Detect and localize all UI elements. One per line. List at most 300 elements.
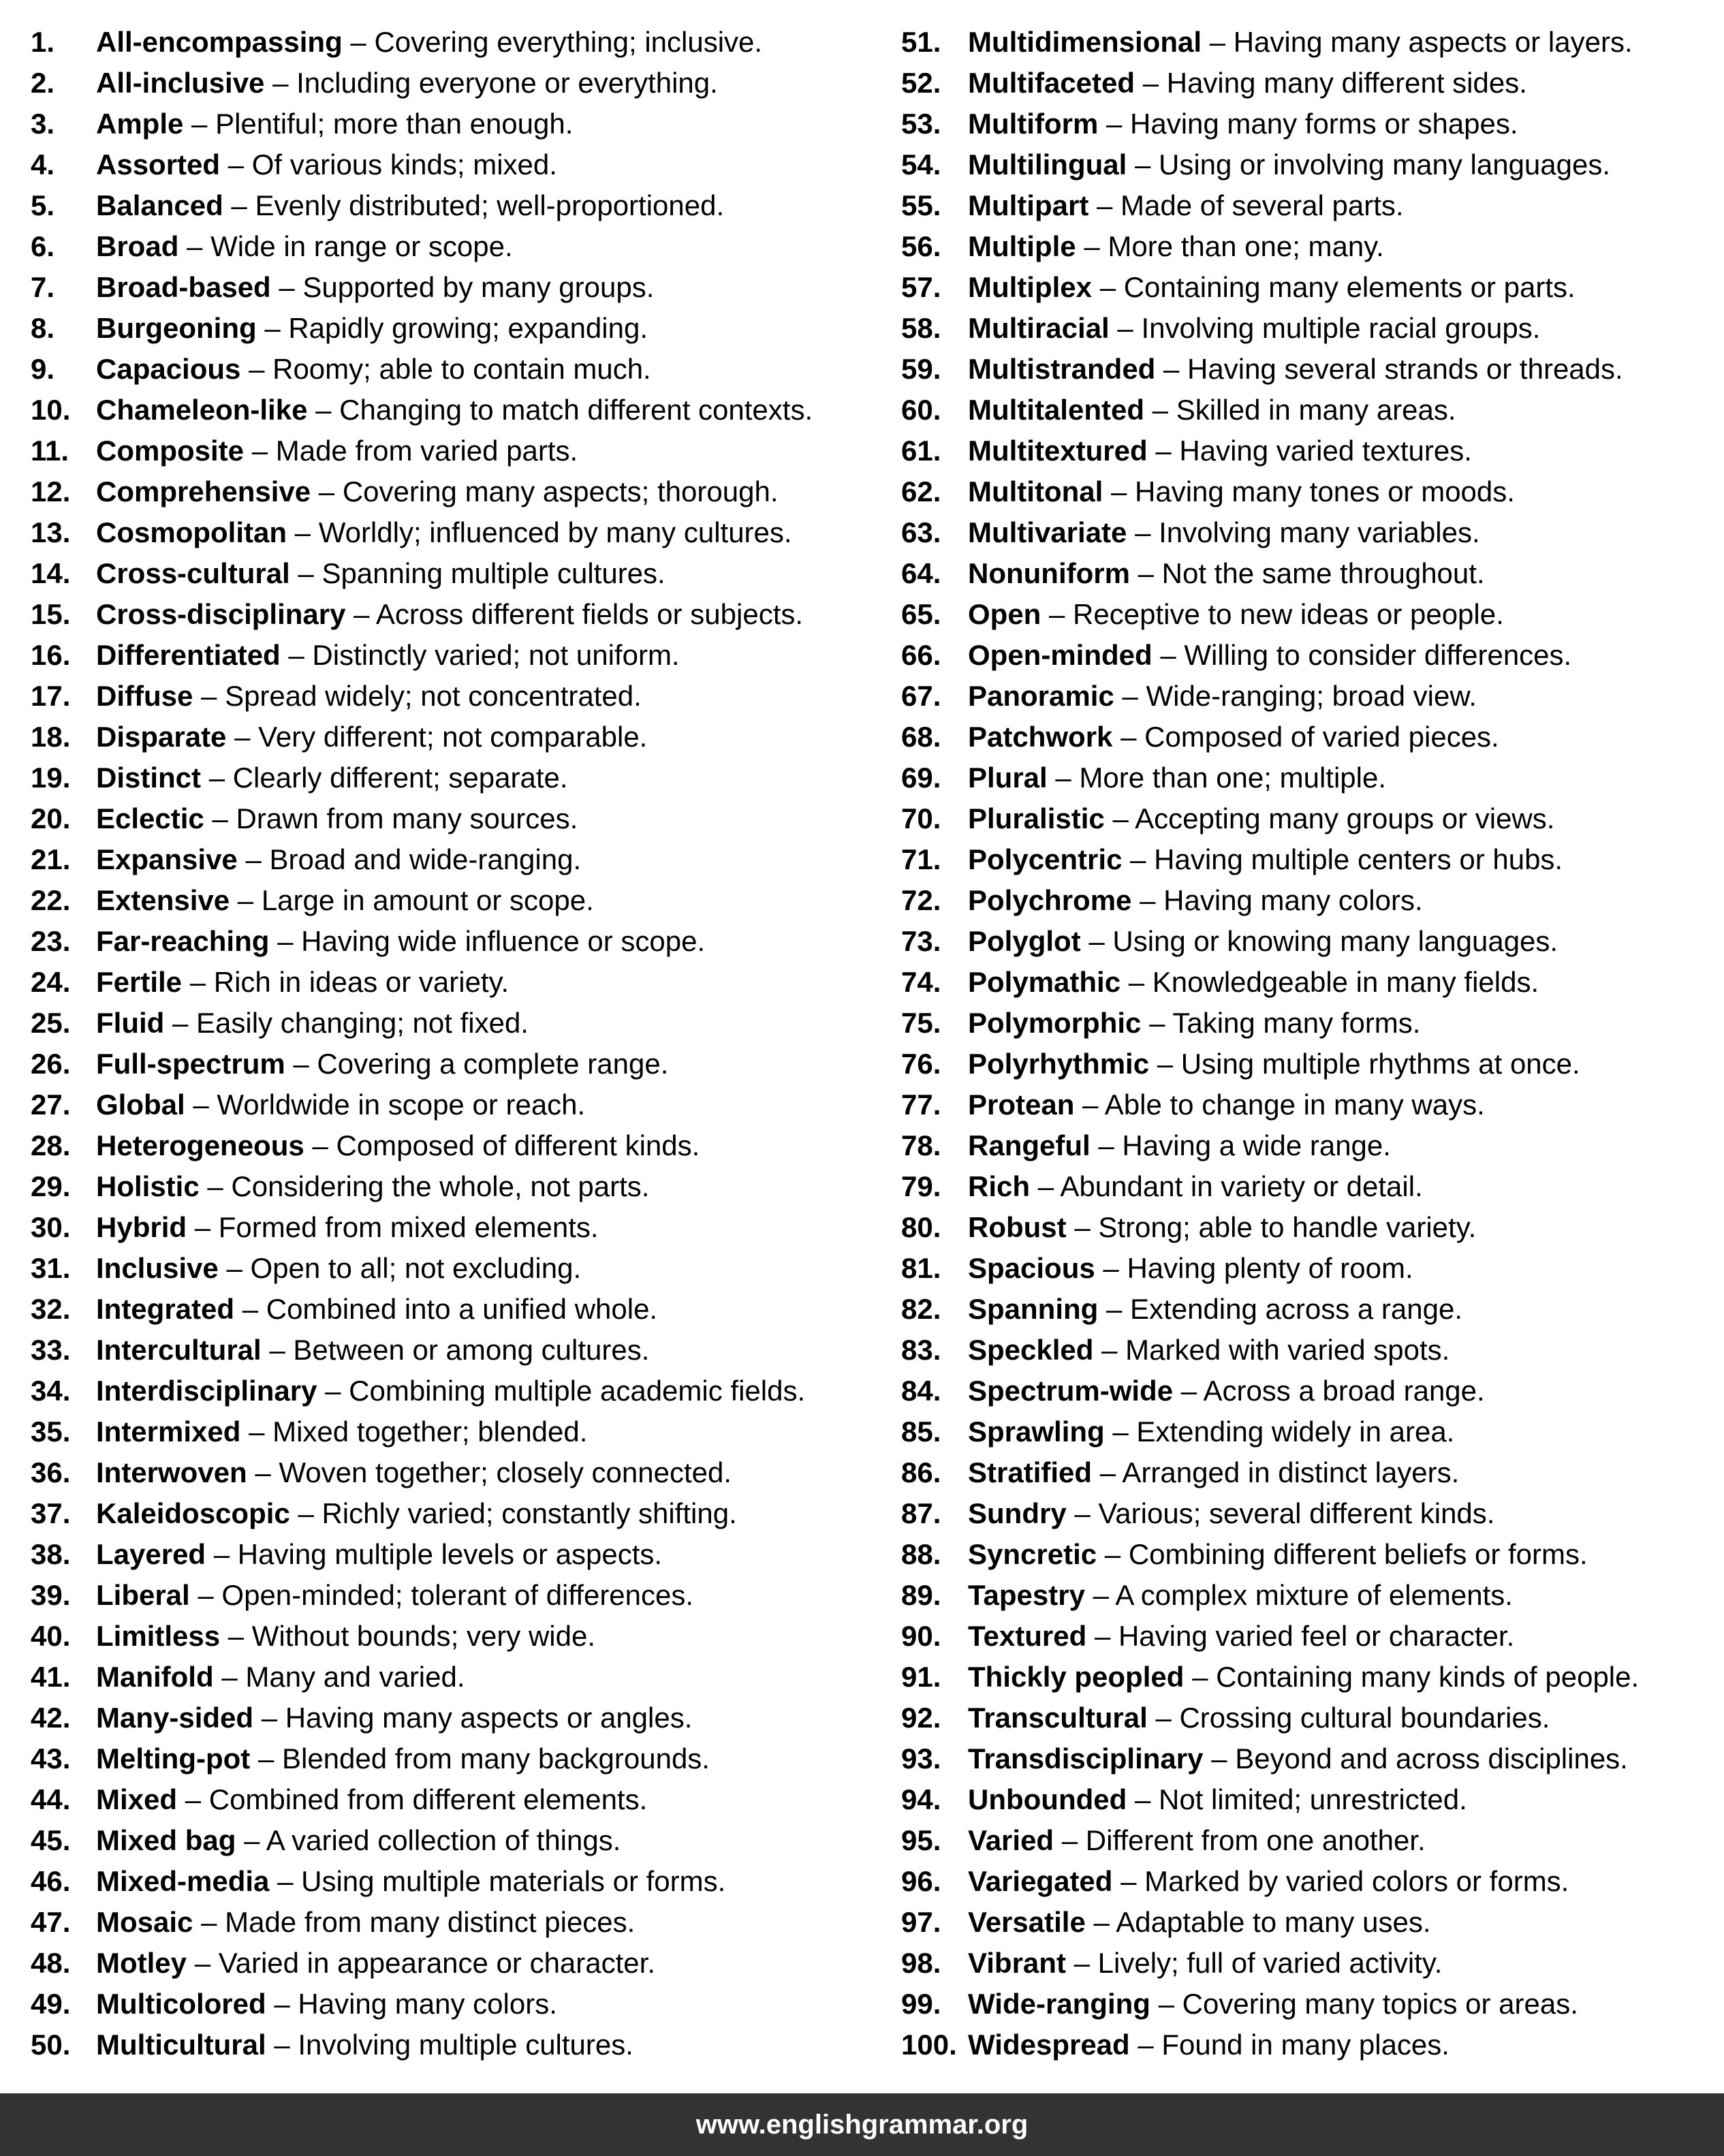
item-definition: Beyond and across disciplines. [1235,1743,1628,1775]
item-dash: – [1112,802,1129,834]
item-definition: Across a broad range. [1203,1375,1485,1407]
item-dash: – [274,1988,290,2020]
item-number: 91. [901,1661,941,1693]
item-definition: Abundant in variety or detail. [1060,1170,1423,1202]
item-word: Multivariate [968,516,1127,548]
item-number: 92. [901,1702,941,1734]
item-dash: – [1152,394,1169,426]
item-word: Multitextured [968,435,1148,467]
item-number: 83. [901,1334,941,1366]
list-item [31,1861,868,1902]
item-definition: Evenly distributed; well-proportioned. [255,189,725,221]
item-dash: – [1157,1048,1174,1080]
item-dash: – [1098,1129,1114,1161]
item-number: 82. [901,1293,941,1325]
item-definition: Blended from many backgrounds. [281,1743,710,1775]
item-definition: Having many colors. [1163,884,1423,916]
item-dash: – [1163,353,1180,385]
item-word: Vibrant [968,1947,1066,1979]
item-number: 98. [901,1947,941,1979]
list-item [901,1003,1722,1044]
list-item [901,1330,1722,1371]
item-number: 42. [31,1702,71,1734]
list-item [901,1943,1722,1984]
item-word: Layered [96,1538,206,1570]
item-word: Spacious [968,1252,1095,1284]
item-number: 17. [31,680,71,712]
list-item [31,880,868,921]
item-number: 59. [901,353,941,385]
list-item [31,962,868,1003]
item-number: 27. [31,1089,71,1121]
item-word: Polychrome [968,884,1132,916]
item-definition: Of various kinds; mixed. [251,149,557,181]
item-word: Stratified [968,1456,1093,1488]
list-item [901,1861,1722,1902]
item-definition: Using or involving many languages. [1159,149,1611,181]
item-dash: – [261,1702,278,1734]
list-item [901,1125,1722,1166]
item-definition: Including everyone or everything. [296,67,718,99]
item-number: 85. [901,1416,941,1448]
list-item [31,717,868,757]
item-word: Far-reaching [96,925,270,957]
list-item [31,390,868,431]
item-number: 33. [31,1334,71,1366]
item-definition: Spanning multiple cultures. [322,557,665,589]
list-item [31,1779,868,1820]
item-word: Open-minded [968,639,1153,671]
item-definition: A complex mixture of elements. [1115,1579,1513,1611]
item-dash: – [1074,1211,1091,1243]
item-word: Intercultural [96,1334,262,1366]
item-word: Spectrum-wide [968,1375,1174,1407]
item-definition: Able to change in many ways. [1104,1089,1485,1121]
item-definition: Using or knowing many languages. [1112,925,1558,957]
item-dash: – [277,925,294,957]
item-dash: – [213,1538,230,1570]
item-definition: Different from one another. [1085,1824,1426,1856]
item-word: Versatile [968,1906,1086,1938]
item-number: 24. [31,966,71,998]
item-word: Multipart [968,189,1089,221]
item-word: Patchwork [968,721,1113,753]
item-number: 95. [901,1824,941,1856]
item-definition: Having many colors. [298,1988,557,2020]
item-word: Many-sided [96,1702,254,1734]
list-item [901,2025,1722,2065]
item-number: 26. [31,1048,71,1080]
item-word: Liberal [96,1579,190,1611]
item-definition: Plentiful; more than enough. [215,108,574,140]
item-dash: – [1155,1702,1172,1734]
item-word: Panoramic [968,680,1114,712]
item-word: Intermixed [96,1416,241,1448]
item-number: 78. [901,1129,941,1161]
item-word: Multiracial [968,312,1110,344]
item-definition: Distinctly varied; not uniform. [312,639,680,671]
item-word: Hybrid [96,1211,187,1243]
item-dash: – [1155,435,1172,467]
item-definition: Large in amount or scope. [261,884,594,916]
item-definition: Having several strands or threads. [1187,353,1623,385]
item-definition: Having wide influence or scope. [301,925,706,957]
item-dash: – [1192,1661,1208,1693]
item-word: Comprehensive [96,475,311,507]
list-item [31,185,868,226]
item-dash: – [191,108,208,140]
item-dash: – [1209,26,1226,58]
item-number: 29. [31,1170,71,1202]
item-word: Speckled [968,1334,1094,1366]
item-word: Cross-disciplinary [96,598,346,630]
item-definition: Combining multiple academic fields. [349,1375,806,1407]
item-definition: Combined from different elements. [208,1783,648,1815]
item-word: Interwoven [96,1456,247,1488]
item-number: 68. [901,721,941,753]
item-definition: Marked by varied colors or forms. [1144,1865,1569,1897]
list-item [31,553,868,594]
item-word: Varied [968,1824,1054,1856]
item-number: 28. [31,1129,71,1161]
item-number: 8. [31,312,55,344]
list-item [31,471,868,512]
item-number: 19. [31,762,71,794]
item-word: Distinct [96,762,202,794]
item-dash: – [277,1865,294,1897]
item-number: 47. [31,1906,71,1938]
item-number: 66. [901,639,941,671]
item-number: 67. [901,680,941,712]
item-number: 52. [901,67,941,99]
item-dash: – [1135,516,1151,548]
item-number: 69. [901,762,941,794]
list-item [31,308,868,349]
item-dash: – [1130,843,1146,875]
item-word: Full-spectrum [96,1048,285,1080]
item-word: Transcultural [968,1702,1148,1734]
item-number: 1. [31,26,55,58]
item-dash: – [1104,1538,1121,1570]
item-definition: Crossing cultural boundaries. [1179,1702,1550,1734]
item-definition: Very different; not comparable. [258,721,648,753]
item-word: Tapestry [968,1579,1085,1611]
item-dash: – [228,149,245,181]
item-dash: – [1134,149,1151,181]
item-word: All-inclusive [96,67,265,99]
item-number: 53. [901,108,941,140]
item-number: 100. [901,2029,957,2061]
item-dash: – [1158,1988,1174,2020]
item-word: Fertile [96,966,183,998]
item-number: 77. [901,1089,941,1121]
item-dash: – [207,1170,223,1202]
item-definition: Spread widely; not concentrated. [225,680,642,712]
list-item [901,635,1722,676]
list-item [901,1984,1722,2025]
item-definition: Having multiple levels or aspects. [237,1538,663,1570]
list-item [901,1084,1722,1125]
item-dash: – [298,1497,314,1529]
item-definition: Rapidly growing; expanding. [288,312,648,344]
item-definition: Rich in ideas or variety. [213,966,510,998]
item-dash: – [193,1089,209,1121]
item-number: 48. [31,1947,71,1979]
item-definition: Made of several parts. [1120,189,1404,221]
item-definition: Worldwide in scope or reach. [217,1089,586,1121]
item-dash: – [1049,598,1065,630]
item-definition: Extending across a range. [1130,1293,1462,1325]
item-definition: Various; several different kinds. [1098,1497,1495,1529]
list-item [901,144,1722,185]
item-definition: Supported by many groups. [302,271,655,303]
list-item [31,1943,868,1984]
item-definition: Knowledgeable in many fields. [1152,966,1539,998]
item-definition: Adaptable to many uses. [1116,1906,1431,1938]
list-item [31,1166,868,1207]
list-item [31,635,868,676]
item-dash: – [288,639,304,671]
list-item [31,1657,868,1698]
item-number: 25. [31,1007,71,1039]
item-definition: Composed of different kinds. [336,1129,700,1161]
item-number: 35. [31,1416,71,1448]
item-number: 54. [901,149,941,181]
list-item [901,880,1722,921]
list-item [31,594,868,635]
item-definition: Lively; full of varied activity. [1097,1947,1443,1979]
list-item [901,1166,1722,1207]
item-definition: Having many aspects or layers. [1233,26,1633,58]
item-word: Interdisciplinary [96,1375,317,1407]
list-item [31,1493,868,1534]
item-dash: – [1142,67,1159,99]
item-word: Multitalented [968,394,1144,426]
list-item [901,431,1722,471]
item-dash: – [272,67,289,99]
item-dash: – [194,1947,211,1979]
item-definition: Having multiple centers or hubs. [1154,843,1563,875]
item-number: 34. [31,1375,71,1407]
item-number: 58. [901,312,941,344]
item-number: 6. [31,230,55,262]
item-word: Assorted [96,149,221,181]
item-dash: – [1074,1497,1091,1529]
item-definition: Varied in appearance or character. [218,1947,655,1979]
item-number: 76. [901,1048,941,1080]
item-number: 40. [31,1620,71,1652]
list-item [901,390,1722,431]
item-word: Manifold [96,1661,214,1693]
list-item [901,553,1722,594]
list-item [901,1698,1722,1738]
item-dash: – [185,1783,202,1815]
item-word: Differentiated [96,639,281,671]
item-dash: – [269,1334,285,1366]
item-dash: – [274,2029,290,2061]
item-word: Global [96,1089,185,1121]
list-item [31,798,868,839]
item-definition: Taking many forms. [1172,1007,1421,1039]
item-number: 13. [31,516,71,548]
item-word: Pluralistic [968,802,1105,834]
list-item [31,1698,868,1738]
item-definition: Wide-ranging; broad view. [1146,680,1477,712]
list-item [901,798,1722,839]
item-number: 74. [901,966,941,998]
item-definition: Willing to consider differences. [1184,639,1572,671]
item-definition: Covering many topics or areas. [1182,1988,1578,2020]
item-word: Multiplex [968,271,1093,303]
item-definition: Using multiple materials or forms. [301,1865,726,1897]
item-word: Spanning [968,1293,1099,1325]
item-number: 3. [31,108,55,140]
item-word: Plural [968,762,1048,794]
list-item [901,1411,1722,1452]
list-item [901,512,1722,553]
item-word: Widespread [968,2029,1130,2061]
item-definition: More than one; multiple. [1079,762,1386,794]
item-number: 23. [31,925,71,957]
item-dash: – [1112,1416,1129,1448]
item-word: All-encompassing [96,26,343,58]
item-word: Multicolored [96,1988,266,2020]
list-item [901,226,1722,267]
list-item [31,431,868,471]
item-definition: Covering a complete range. [317,1048,669,1080]
list-item [31,1411,868,1452]
item-definition: Richly varied; constantly shifting. [322,1497,737,1529]
item-number: 97. [901,1906,941,1938]
item-definition: Wide in range or scope. [210,230,513,262]
item-dash: – [1101,1334,1118,1366]
list-item [31,1044,868,1084]
list-item [31,1984,868,2025]
item-dash: – [1061,1824,1078,1856]
item-definition: Involving multiple cultures. [298,2029,633,2061]
item-number: 75. [901,1007,941,1039]
list-item [901,185,1722,226]
item-dash: – [1120,1865,1137,1897]
item-definition: Drawn from many sources. [236,802,578,834]
item-definition: Having varied textures. [1179,435,1472,467]
item-number: 43. [31,1743,71,1775]
item-dash: – [298,557,314,589]
item-word: Thickly peopled [968,1661,1185,1693]
item-dash: – [1120,721,1137,753]
list-item [901,22,1722,63]
item-dash: – [1088,925,1105,957]
item-definition: Roomy; able to contain much. [272,353,651,385]
item-number: 31. [31,1252,71,1284]
item-definition: Open to all; not excluding. [250,1252,582,1284]
list-item [31,63,868,104]
item-word: Nonuniform [968,557,1130,589]
item-definition: Woven together; closely connected. [279,1456,732,1488]
item-number: 96. [901,1865,941,1897]
item-word: Composite [96,435,245,467]
list-item [901,757,1722,798]
item-number: 18. [31,721,71,753]
item-word: Rangeful [968,1129,1091,1161]
item-number: 51. [901,26,941,58]
item-dash: – [1106,1293,1123,1325]
item-word: Diffuse [96,680,193,712]
item-word: Kaleidoscopic [96,1497,290,1529]
list-item [901,63,1722,104]
item-definition: Combining different beliefs or forms. [1128,1538,1588,1570]
item-word: Eclectic [96,802,204,834]
item-dash: – [312,1129,328,1161]
footer-url[interactable]: www.englishgrammar.org [695,2110,1029,2140]
item-number: 64. [901,557,941,589]
item-dash: – [350,26,366,58]
item-number: 22. [31,884,71,916]
item-definition: Strong; able to handle variety. [1098,1211,1477,1243]
list-item [31,921,868,962]
list-item [31,757,868,798]
list-item [901,1657,1722,1698]
list-item [901,1902,1722,1943]
item-word: Multistranded [968,353,1156,385]
item-word: Polymorphic [968,1007,1142,1039]
item-word: Sundry [968,1497,1067,1529]
item-word: Textured [968,1620,1087,1652]
list-item [901,349,1722,390]
item-dash: – [187,230,203,262]
item-word: Inclusive [96,1252,219,1284]
item-dash: – [1099,271,1116,303]
list-item [901,1289,1722,1330]
item-word: Chameleon-like [96,394,308,426]
item-definition: Composed of varied pieces. [1144,721,1499,753]
item-definition: Involving many variables. [1159,516,1480,548]
item-word: Multiple [968,230,1076,262]
item-dash: – [1128,966,1145,998]
item-definition: Worldly; influenced by many cultures. [318,516,792,548]
item-number: 88. [901,1538,941,1570]
word-list-right-column [901,22,1722,2065]
item-definition: Made from many distinct pieces. [225,1906,636,1938]
item-number: 49. [31,1988,71,2020]
list-item [31,1289,868,1330]
item-number: 16. [31,639,71,671]
item-dash: – [1096,189,1113,221]
list-item [901,717,1722,757]
item-number: 44. [31,1783,71,1815]
item-definition: Having many different sides. [1166,67,1527,99]
item-number: 14. [31,557,71,589]
item-dash: – [237,884,254,916]
item-word: Multicultural [96,2029,266,2061]
item-dash: – [1122,680,1138,712]
list-item [901,1575,1722,1616]
item-definition: Clearly different; separate. [232,762,568,794]
item-word: Multilingual [968,149,1127,181]
item-word: Mixed [96,1783,178,1815]
item-word: Syncretic [968,1538,1097,1570]
list-item [31,1125,868,1166]
item-number: 61. [901,435,941,467]
item-dash: – [1093,1906,1110,1938]
item-dash: – [194,1211,211,1243]
item-number: 56. [901,230,941,262]
list-item [31,839,868,880]
item-definition: Having varied feel or character. [1118,1620,1515,1652]
list-item [901,267,1722,308]
item-number: 45. [31,1824,71,1856]
item-word: Disparate [96,721,227,753]
